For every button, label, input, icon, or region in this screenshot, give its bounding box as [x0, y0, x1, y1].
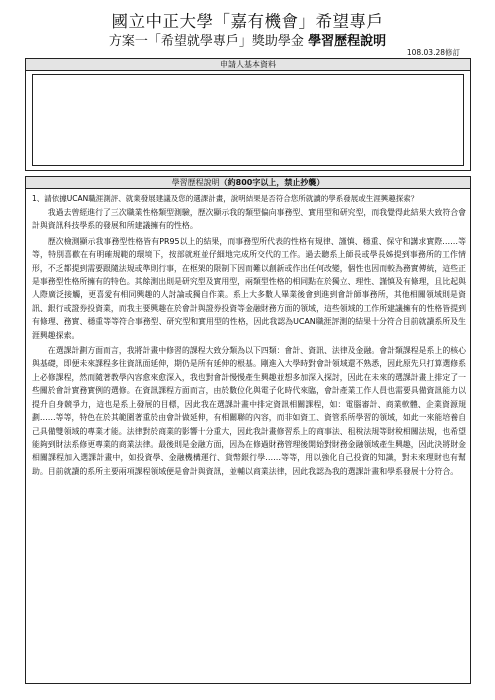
form-title: 國立中正大學「嘉有機會」希望專戶	[111, 12, 384, 31]
form-subtitle-bold: 學習歷程說明	[308, 34, 387, 49]
learning-history-note: （約800字以上，禁止抄襲）	[219, 178, 325, 187]
revision-date: 108.03.28修訂	[406, 48, 460, 57]
applicant-info-header: 申請人基本資料	[26, 59, 470, 71]
learning-history-box	[25, 176, 471, 684]
form-subtitle-plain: 方案一「希望就學專戶」獎助學金	[108, 34, 304, 49]
learning-history-label: 學習歷程說明	[171, 178, 220, 187]
learning-history-header	[26, 177, 470, 189]
applicant-info-field[interactable]	[32, 74, 464, 166]
essay-paragraph-2: 歷次檢測顯示我事務型性格皆有PR95以上的結果，而事務型所代表的性格有規律、謹慎、穩重、保守和講求實際……等等，特別喜歡在有明確規範的環境下，按部就班並仔細地完成所交代的工作。過去聽系上師長或學長姊提到事務所的工作情形，不乏都提到需要跟隨法規或準則行事，在框架的限制下因而難以創新或作出任何改變，個性也因而較為務實傳統，這些正是事務型性格所擁有的特色。其餘測出則是研究型及實用型，兩類型性格的相同點在於獨立、理性、謹慎及有條理，且比起與人際廣泛接觸，更喜愛有相同興趣的人討論或獨自作業。系上大多數人畢業後會到進到會計師事務所，其他相關領域則是資訊、銀行或證券投資業，而我主要興趣在於會計與證券投資等金融財務方面的領域，這些領域的工作所建議擁有的性格皆提到有條理、務實、穩重等等符合事務型、研究型和實用型的性格，因此我認為UCAN職涯評測的結果十分符合目前就讀系所及生涯興趣探索。	[32, 236, 466, 340]
essay-body	[32, 206, 466, 480]
question-text: 請依據UCAN職涯測評、就業發展建議及您的選課計畫，說明結果是否符合您所就讀的學系發展或生涯興趣探索？	[44, 194, 419, 203]
applicant-info-box	[25, 58, 471, 171]
question-1	[32, 193, 466, 204]
question-number: 1、	[32, 194, 45, 203]
essay-paragraph-1: 我過去曾經進行了三次職業性格類型測驗，歷次顯示我的類型偏向事務型、實用型和研究型，而我覺得此結果大致符合會計與資訊科技學系的發展和所建議擁有的性格。	[32, 208, 467, 231]
essay-paragraph-3: 在選課計劃方面而言，我將計畫中修習的課程大致分類為以下四類：會計、資訊、法律及金融。會計類課程是系上的核心與基礎，即便未來課程多往資訊面延伸，期仍是所有延伸的根基。剛進入大學時對會計領域還不熟悉，因此原先只打算選修系上必修課程，然而隨著教學內容愈來愈深入，我也對會計慢慢產生興趣並想多加深入探討，因此在未來的選課計畫上排定了一些關於會計實務實例的選修。在資訊課程方面而言，由於數位化與電子化時代來臨，會計產業工作人員也需要具備資訊能力以提升自身競爭力，這也是系上發展的目標，因此我在選課計畫中排定資訊相關課程，如：電腦審計、商業軟體、企業資源規劃……等等，特色在於其範圍著重於由會計做延伸，有相關聯的內容，而非如資工、資管系所學習的領域，如此一來能培養自己具備雙領域的專業才能。法律對於商業的影響十分重大，因此我計畫修習系上的商事法、租稅法規等財稅相關法規，也希望能夠到財法系修更專業的商業法律。最後則是金融方面，因為在修過財務管理後開始對財務金融領域產生興趣，因此決將財金相關課程加入選課計畫中，如投資學、金融機構運行、貨幣銀行學……等等，用以強化自己投資的知識，對未來理財也有幫助。目前就讀的系所主要兩項課程領域便是會計與資訊，並輔以商業法律，因此我認為我的選課計畫和學系發展十分符合。	[32, 346, 467, 476]
